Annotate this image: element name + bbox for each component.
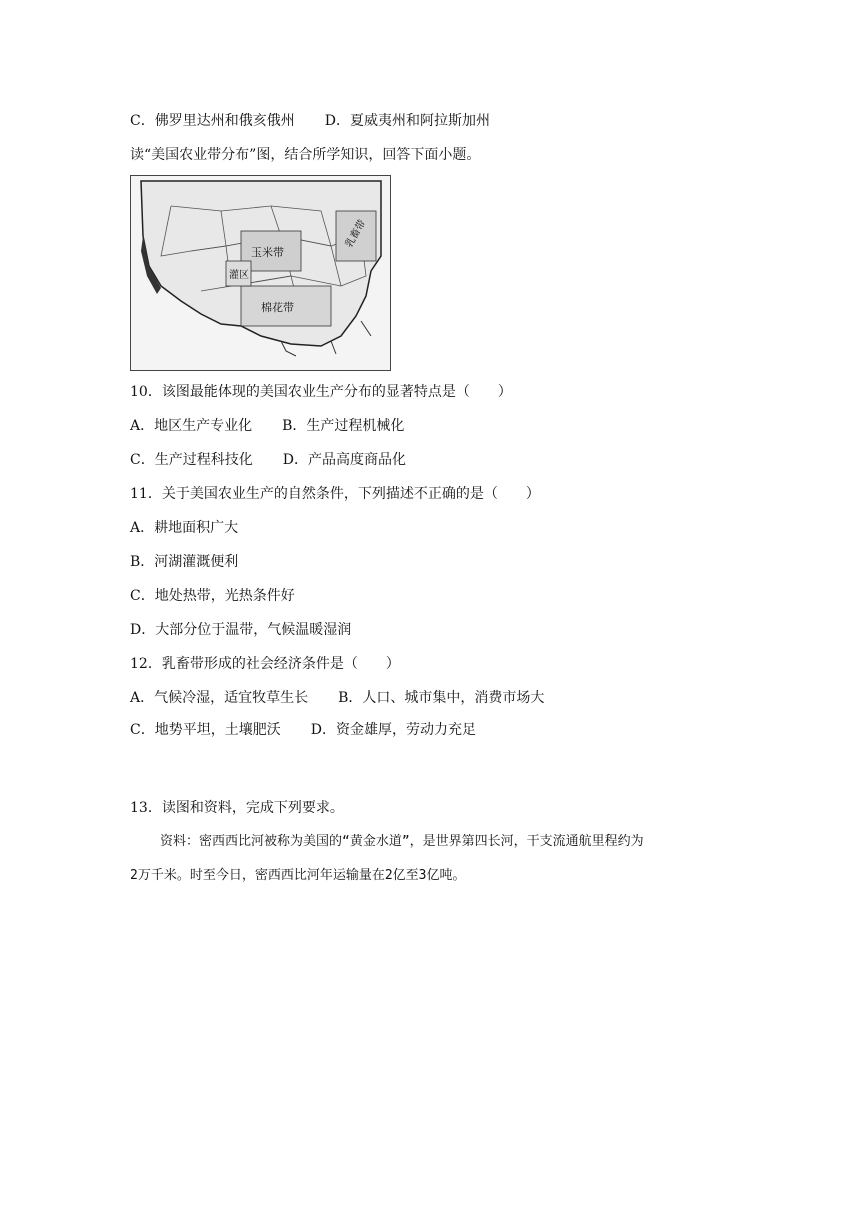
map-label-cotton-belt: 棉花带 [261,301,294,314]
q12-option-a: A．气候冷湿，适宜牧草生长 [130,690,309,706]
q11-stem: 11．关于美国农业生产的自然条件，下列描述不正确的是（ ） [130,486,540,502]
map-intro: 读“美国农业带分布”图，结合所学知识，回答下面小题。 [130,147,481,163]
q10-option-c: C．生产过程科技化 [130,452,253,468]
q10-stem: 10．该图最能体现的美国农业生产分布的显著特点是（ ） [130,384,512,400]
q10-options-ab [130,417,404,435]
map-label-dairy-belt: 乳畜带 [343,218,369,250]
q12-option-c: C．地势平坦，土壤肥沃 [130,722,281,738]
map-label-irrigation: 灌区 [229,270,249,281]
q11-option-a: A．耕地面积广大 [130,520,239,536]
map-drawing [131,176,390,370]
q12-options-cd [130,721,476,739]
q12-option-d: D．资金雄厚，劳动力充足 [310,722,476,738]
q11-option-b: B．河湖灌溉便利 [130,554,239,570]
q12-option-b: B．人口、城市集中，消费市场大 [338,690,545,706]
q10-option-a: A．地区生产专业化 [130,418,253,434]
q13-material-line1: 资料：密西西比河被称为美国的“黄金水道”，是世界第四长河，干支流通航里程约为 [160,834,644,849]
us-agriculture-map [130,175,391,371]
q12-options-ab [130,689,544,707]
q11-option-d: D．大部分位于温带，气候温暖湿润 [130,622,352,638]
q9-options-row [130,112,490,130]
q9-option-c: C．佛罗里达州和俄亥俄州 [130,113,295,129]
q12-stem: 12．乳畜带形成的社会经济条件是（ ） [130,656,400,672]
q13-stem: 13．读图和资料，完成下列要求。 [130,800,344,816]
q9-option-d: D．夏威夷州和阿拉斯加州 [324,113,490,129]
q10-option-b: B．生产过程机械化 [282,418,405,434]
q13-material-line2: 2万千米。时至今日，密西西比河年运输量在2亿至3亿吨。 [130,868,466,883]
q10-options-cd [130,451,406,469]
map-label-corn-belt: 玉米带 [251,246,284,259]
q10-option-d: D．产品高度商品化 [282,452,406,468]
q11-option-c: C．地处热带，光热条件好 [130,588,295,604]
